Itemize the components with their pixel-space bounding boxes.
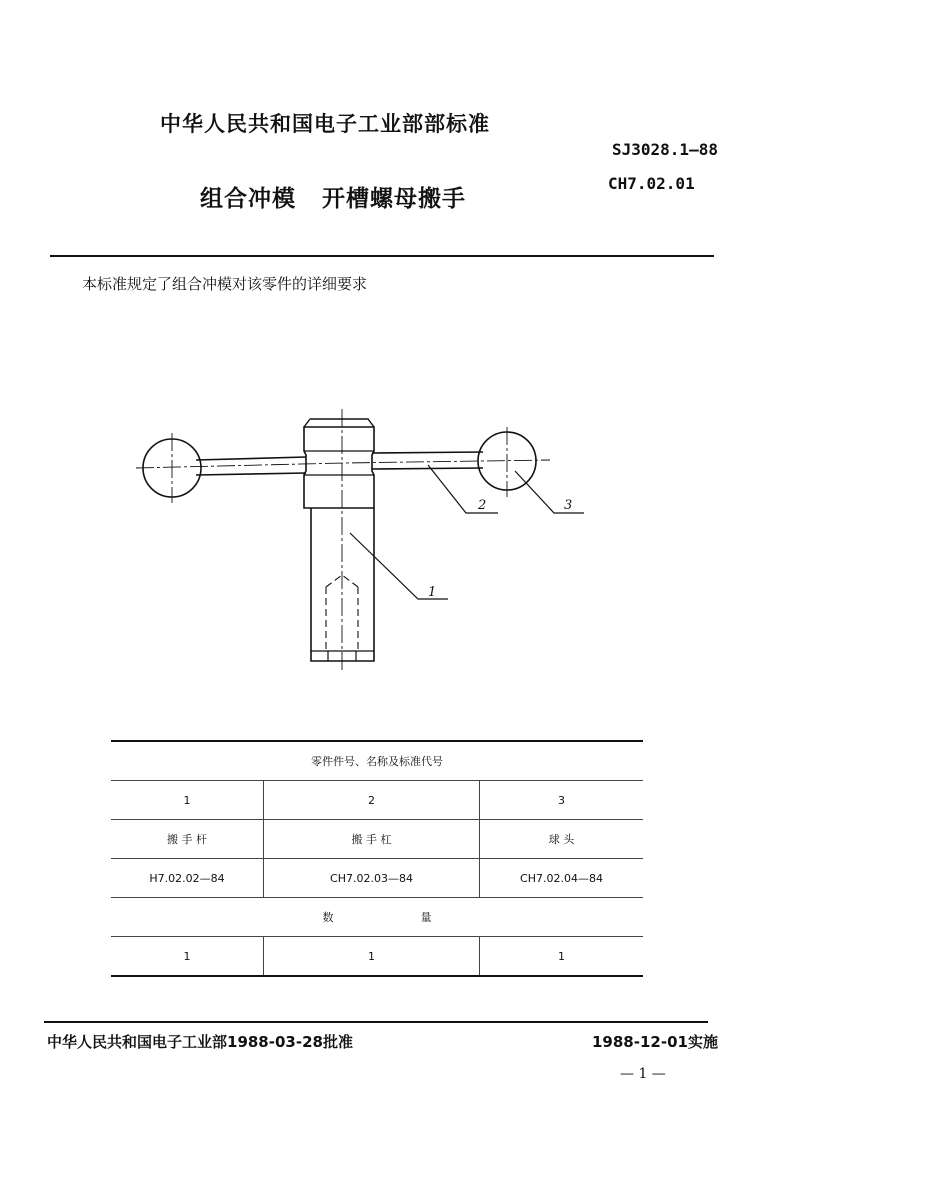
quantity-header-row	[111, 898, 643, 937]
parts-table	[111, 740, 643, 977]
hub-outline	[304, 427, 374, 508]
part-name-3: 球 头	[480, 820, 644, 859]
approval-note: 中华人民共和国电子工业部1988-03-28批准	[47, 1033, 353, 1051]
title-part-1: 组合冲模	[200, 186, 296, 212]
part-code-1: H7.02.02—84	[111, 859, 264, 898]
handle-outline	[311, 508, 374, 661]
quantity-3: 1	[480, 937, 644, 977]
callout-label-3: 3	[564, 498, 573, 513]
part-number-1: 1	[111, 781, 264, 820]
part-code: CH7.02.01	[608, 174, 695, 193]
table-row	[111, 820, 643, 859]
horizontal-center-line	[136, 460, 550, 468]
quantity-1: 1	[111, 937, 264, 977]
intro-text: 本标准规定了组合冲模对该零件的详细要求	[82, 275, 368, 293]
table-row	[111, 781, 643, 820]
leader-line-3	[515, 471, 584, 513]
callout-label-1: 1	[428, 585, 437, 600]
quantity-2: 1	[264, 937, 480, 977]
issuing-authority: 中华人民共和国电子工业部部标准	[160, 112, 490, 136]
effective-date: 1988-12-01实施	[592, 1033, 718, 1051]
part-code-2: CH7.02.03—84	[264, 859, 480, 898]
part-name-2: 搬 手 杠	[264, 820, 480, 859]
leader-line-2	[428, 465, 498, 513]
table-row	[111, 859, 643, 898]
table-header-row	[111, 741, 643, 781]
footer-rule	[44, 1021, 708, 1023]
part-code-3: CH7.02.04—84	[480, 859, 644, 898]
callout-label-2: 2	[478, 498, 487, 513]
page-number: — 1 —	[620, 1066, 666, 1082]
part-name-1: 搬 手 杆	[111, 820, 264, 859]
part-number-3: 3	[480, 781, 644, 820]
part-number-2: 2	[264, 781, 480, 820]
quantity-label-2: 量	[420, 911, 432, 924]
page-title	[200, 180, 466, 213]
table-header: 零件件号、名称及标准代号	[111, 741, 643, 781]
quantity-label-1: 数	[322, 911, 334, 924]
quantity-header	[111, 898, 643, 937]
title-part-2: 开槽螺母搬手	[322, 186, 466, 212]
header-rule	[50, 255, 714, 257]
table-row	[111, 937, 643, 977]
standard-code: SJ3028.1—88	[612, 140, 718, 159]
wrench-drawing	[130, 405, 610, 675]
